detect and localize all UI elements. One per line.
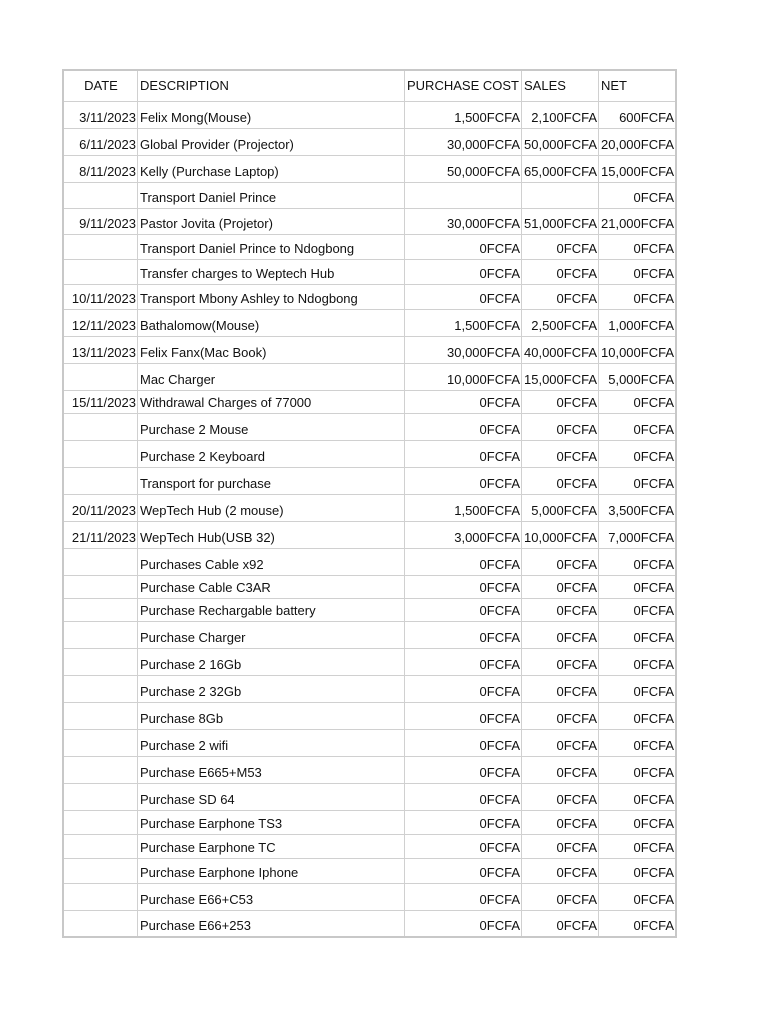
table-row [63, 729, 676, 756]
cell-purchase-cost: 0FCFA [405, 702, 522, 729]
table-row [63, 548, 676, 575]
cell-date: 6/11/2023 [63, 128, 138, 155]
cell-date [63, 810, 138, 834]
cell-purchase-cost: 0FCFA [405, 234, 522, 259]
cell-net: 7,000FCFA [599, 521, 677, 548]
cell-sales: 0FCFA [522, 834, 599, 858]
cell-net: 0FCFA [599, 756, 677, 783]
cell-sales: 0FCFA [522, 598, 599, 621]
cell-description: Purchase Rechargable battery [138, 598, 405, 621]
cell-net: 5,000FCFA [599, 363, 677, 390]
table-row [63, 883, 676, 910]
table-row [63, 834, 676, 858]
cell-description: Purchase Earphone Iphone [138, 858, 405, 883]
cell-description: Transport Mbony Ashley to Ndogbong [138, 284, 405, 309]
cell-sales: 50,000FCFA [522, 128, 599, 155]
table-row [63, 259, 676, 284]
cell-net: 0FCFA [599, 702, 677, 729]
cell-date [63, 883, 138, 910]
cell-description: Transport Daniel Prince to Ndogbong [138, 234, 405, 259]
header-row [63, 70, 676, 101]
cell-net: 0FCFA [599, 467, 677, 494]
cell-sales [522, 182, 599, 208]
cell-sales: 51,000FCFA [522, 208, 599, 234]
cell-description: Global Provider (Projector) [138, 128, 405, 155]
cell-purchase-cost: 0FCFA [405, 413, 522, 440]
cell-description: Purchase E66+C53 [138, 883, 405, 910]
cell-net: 3,500FCFA [599, 494, 677, 521]
cell-net: 10,000FCFA [599, 336, 677, 363]
cell-sales: 0FCFA [522, 910, 599, 937]
cell-description: Purchase Charger [138, 621, 405, 648]
cell-sales: 0FCFA [522, 702, 599, 729]
cell-net: 0FCFA [599, 575, 677, 598]
cell-sales: 0FCFA [522, 548, 599, 575]
cell-sales: 0FCFA [522, 810, 599, 834]
cell-date: 9/11/2023 [63, 208, 138, 234]
cell-description: WepTech Hub (2 mouse) [138, 494, 405, 521]
cell-purchase-cost: 30,000FCFA [405, 128, 522, 155]
cell-date: 20/11/2023 [63, 494, 138, 521]
table-row [63, 521, 676, 548]
header-description: DESCRIPTION [138, 70, 405, 101]
cell-net: 0FCFA [599, 834, 677, 858]
cell-sales: 0FCFA [522, 783, 599, 810]
cell-sales: 0FCFA [522, 883, 599, 910]
cell-date: 21/11/2023 [63, 521, 138, 548]
cell-purchase-cost: 0FCFA [405, 390, 522, 413]
cell-net: 0FCFA [599, 548, 677, 575]
cell-description: Purchase SD 64 [138, 783, 405, 810]
cell-date [63, 675, 138, 702]
cell-sales: 2,100FCFA [522, 101, 599, 128]
header-sales: SALES [522, 70, 599, 101]
cell-date [63, 363, 138, 390]
cell-description: Withdrawal Charges of 77000 [138, 390, 405, 413]
cell-date [63, 702, 138, 729]
cell-date [63, 575, 138, 598]
table-row [63, 390, 676, 413]
cell-purchase-cost: 30,000FCFA [405, 336, 522, 363]
cell-net: 0FCFA [599, 234, 677, 259]
table-row [63, 810, 676, 834]
cell-description: Purchase Earphone TS3 [138, 810, 405, 834]
cell-purchase-cost: 0FCFA [405, 858, 522, 883]
cell-net: 0FCFA [599, 182, 677, 208]
cell-description: Pastor Jovita (Projetor) [138, 208, 405, 234]
cell-date [63, 648, 138, 675]
cell-purchase-cost: 0FCFA [405, 621, 522, 648]
cell-description: Purchase 2 32Gb [138, 675, 405, 702]
cell-date [63, 756, 138, 783]
table-row [63, 910, 676, 937]
cell-purchase-cost: 1,500FCFA [405, 494, 522, 521]
cell-purchase-cost: 0FCFA [405, 756, 522, 783]
ledger-table [62, 69, 677, 938]
cell-description: Purchase 2 wifi [138, 729, 405, 756]
cell-description: Purchase E665+M53 [138, 756, 405, 783]
header-net: NET [599, 70, 677, 101]
cell-date: 10/11/2023 [63, 284, 138, 309]
cell-description: Felix Mong(Mouse) [138, 101, 405, 128]
table-row [63, 208, 676, 234]
cell-purchase-cost: 0FCFA [405, 440, 522, 467]
cell-sales: 0FCFA [522, 648, 599, 675]
cell-date: 3/11/2023 [63, 101, 138, 128]
cell-net: 1,000FCFA [599, 309, 677, 336]
table-row [63, 648, 676, 675]
table-row [63, 858, 676, 883]
cell-net: 0FCFA [599, 858, 677, 883]
cell-purchase-cost: 0FCFA [405, 648, 522, 675]
table-row [63, 182, 676, 208]
cell-purchase-cost: 0FCFA [405, 783, 522, 810]
cell-date [63, 548, 138, 575]
cell-sales: 5,000FCFA [522, 494, 599, 521]
table-row [63, 621, 676, 648]
cell-date [63, 413, 138, 440]
cell-description: Purchase Earphone TC [138, 834, 405, 858]
table-row [63, 155, 676, 182]
cell-purchase-cost: 0FCFA [405, 810, 522, 834]
header-date: DATE [63, 70, 138, 101]
cell-sales: 15,000FCFA [522, 363, 599, 390]
cell-net: 0FCFA [599, 910, 677, 937]
cell-net: 15,000FCFA [599, 155, 677, 182]
table-row [63, 440, 676, 467]
cell-description: Transport for purchase [138, 467, 405, 494]
cell-date [63, 834, 138, 858]
cell-net: 0FCFA [599, 259, 677, 284]
cell-description: Kelly (Purchase Laptop) [138, 155, 405, 182]
cell-sales: 10,000FCFA [522, 521, 599, 548]
cell-date [63, 621, 138, 648]
cell-net: 0FCFA [599, 598, 677, 621]
cell-date [63, 729, 138, 756]
cell-date: 8/11/2023 [63, 155, 138, 182]
cell-purchase-cost: 0FCFA [405, 598, 522, 621]
cell-date: 13/11/2023 [63, 336, 138, 363]
cell-description: Transport Daniel Prince [138, 182, 405, 208]
table-row [63, 284, 676, 309]
cell-description: WepTech Hub(USB 32) [138, 521, 405, 548]
table-row [63, 309, 676, 336]
cell-date [63, 598, 138, 621]
cell-sales: 0FCFA [522, 259, 599, 284]
table-row [63, 494, 676, 521]
table-row [63, 783, 676, 810]
cell-sales: 40,000FCFA [522, 336, 599, 363]
cell-purchase-cost: 0FCFA [405, 729, 522, 756]
cell-purchase-cost: 0FCFA [405, 259, 522, 284]
cell-description: Purchase Cable C3AR [138, 575, 405, 598]
table-row [63, 598, 676, 621]
cell-description: Bathalomow(Mouse) [138, 309, 405, 336]
cell-sales: 0FCFA [522, 621, 599, 648]
cell-date [63, 467, 138, 494]
cell-description: Purchase 2 16Gb [138, 648, 405, 675]
cell-purchase-cost: 50,000FCFA [405, 155, 522, 182]
cell-date [63, 783, 138, 810]
cell-sales: 2,500FCFA [522, 309, 599, 336]
cell-sales: 0FCFA [522, 413, 599, 440]
table-row [63, 413, 676, 440]
cell-net: 0FCFA [599, 648, 677, 675]
cell-net: 20,000FCFA [599, 128, 677, 155]
cell-net: 0FCFA [599, 783, 677, 810]
cell-date [63, 440, 138, 467]
table-row [63, 336, 676, 363]
cell-purchase-cost: 0FCFA [405, 883, 522, 910]
cell-purchase-cost: 0FCFA [405, 910, 522, 937]
cell-purchase-cost: 30,000FCFA [405, 208, 522, 234]
cell-purchase-cost [405, 182, 522, 208]
cell-net: 0FCFA [599, 675, 677, 702]
cell-net: 0FCFA [599, 883, 677, 910]
table-row [63, 363, 676, 390]
cell-purchase-cost: 1,500FCFA [405, 101, 522, 128]
cell-sales: 0FCFA [522, 390, 599, 413]
cell-purchase-cost: 0FCFA [405, 548, 522, 575]
table-row [63, 675, 676, 702]
cell-net: 0FCFA [599, 729, 677, 756]
cell-date: 15/11/2023 [63, 390, 138, 413]
cell-purchase-cost: 0FCFA [405, 284, 522, 309]
cell-description: Purchase 2 Keyboard [138, 440, 405, 467]
cell-sales: 0FCFA [522, 284, 599, 309]
cell-net: 0FCFA [599, 413, 677, 440]
cell-net: 0FCFA [599, 390, 677, 413]
table-row [63, 575, 676, 598]
cell-sales: 0FCFA [522, 756, 599, 783]
cell-description: Felix Fanx(Mac Book) [138, 336, 405, 363]
cell-sales: 0FCFA [522, 858, 599, 883]
cell-net: 0FCFA [599, 810, 677, 834]
cell-purchase-cost: 10,000FCFA [405, 363, 522, 390]
table-row [63, 756, 676, 783]
cell-purchase-cost: 1,500FCFA [405, 309, 522, 336]
header-purchase-cost: PURCHASE COST [405, 70, 522, 101]
cell-purchase-cost: 0FCFA [405, 575, 522, 598]
cell-purchase-cost: 3,000FCFA [405, 521, 522, 548]
cell-sales: 0FCFA [522, 234, 599, 259]
cell-date [63, 259, 138, 284]
cell-description: Purchase 2 Mouse [138, 413, 405, 440]
cell-date [63, 910, 138, 937]
cell-description: Transfer charges to Weptech Hub [138, 259, 405, 284]
cell-net: 21,000FCFA [599, 208, 677, 234]
cell-purchase-cost: 0FCFA [405, 834, 522, 858]
cell-sales: 0FCFA [522, 729, 599, 756]
cell-description: Purchase 8Gb [138, 702, 405, 729]
cell-sales: 65,000FCFA [522, 155, 599, 182]
cell-description: Mac Charger [138, 363, 405, 390]
table-row [63, 702, 676, 729]
cell-date: 12/11/2023 [63, 309, 138, 336]
ledger-body [63, 101, 676, 937]
cell-sales: 0FCFA [522, 467, 599, 494]
cell-description: Purchases Cable x92 [138, 548, 405, 575]
cell-net: 0FCFA [599, 284, 677, 309]
cell-purchase-cost: 0FCFA [405, 467, 522, 494]
table-row [63, 234, 676, 259]
cell-sales: 0FCFA [522, 575, 599, 598]
table-row [63, 467, 676, 494]
cell-net: 600FCFA [599, 101, 677, 128]
cell-net: 0FCFA [599, 621, 677, 648]
cell-sales: 0FCFA [522, 675, 599, 702]
cell-date [63, 182, 138, 208]
cell-net: 0FCFA [599, 440, 677, 467]
table-row [63, 128, 676, 155]
table-row [63, 101, 676, 128]
cell-purchase-cost: 0FCFA [405, 675, 522, 702]
cell-date [63, 858, 138, 883]
cell-date [63, 234, 138, 259]
ledger-header [63, 70, 676, 101]
cell-sales: 0FCFA [522, 440, 599, 467]
cell-description: Purchase E66+253 [138, 910, 405, 937]
